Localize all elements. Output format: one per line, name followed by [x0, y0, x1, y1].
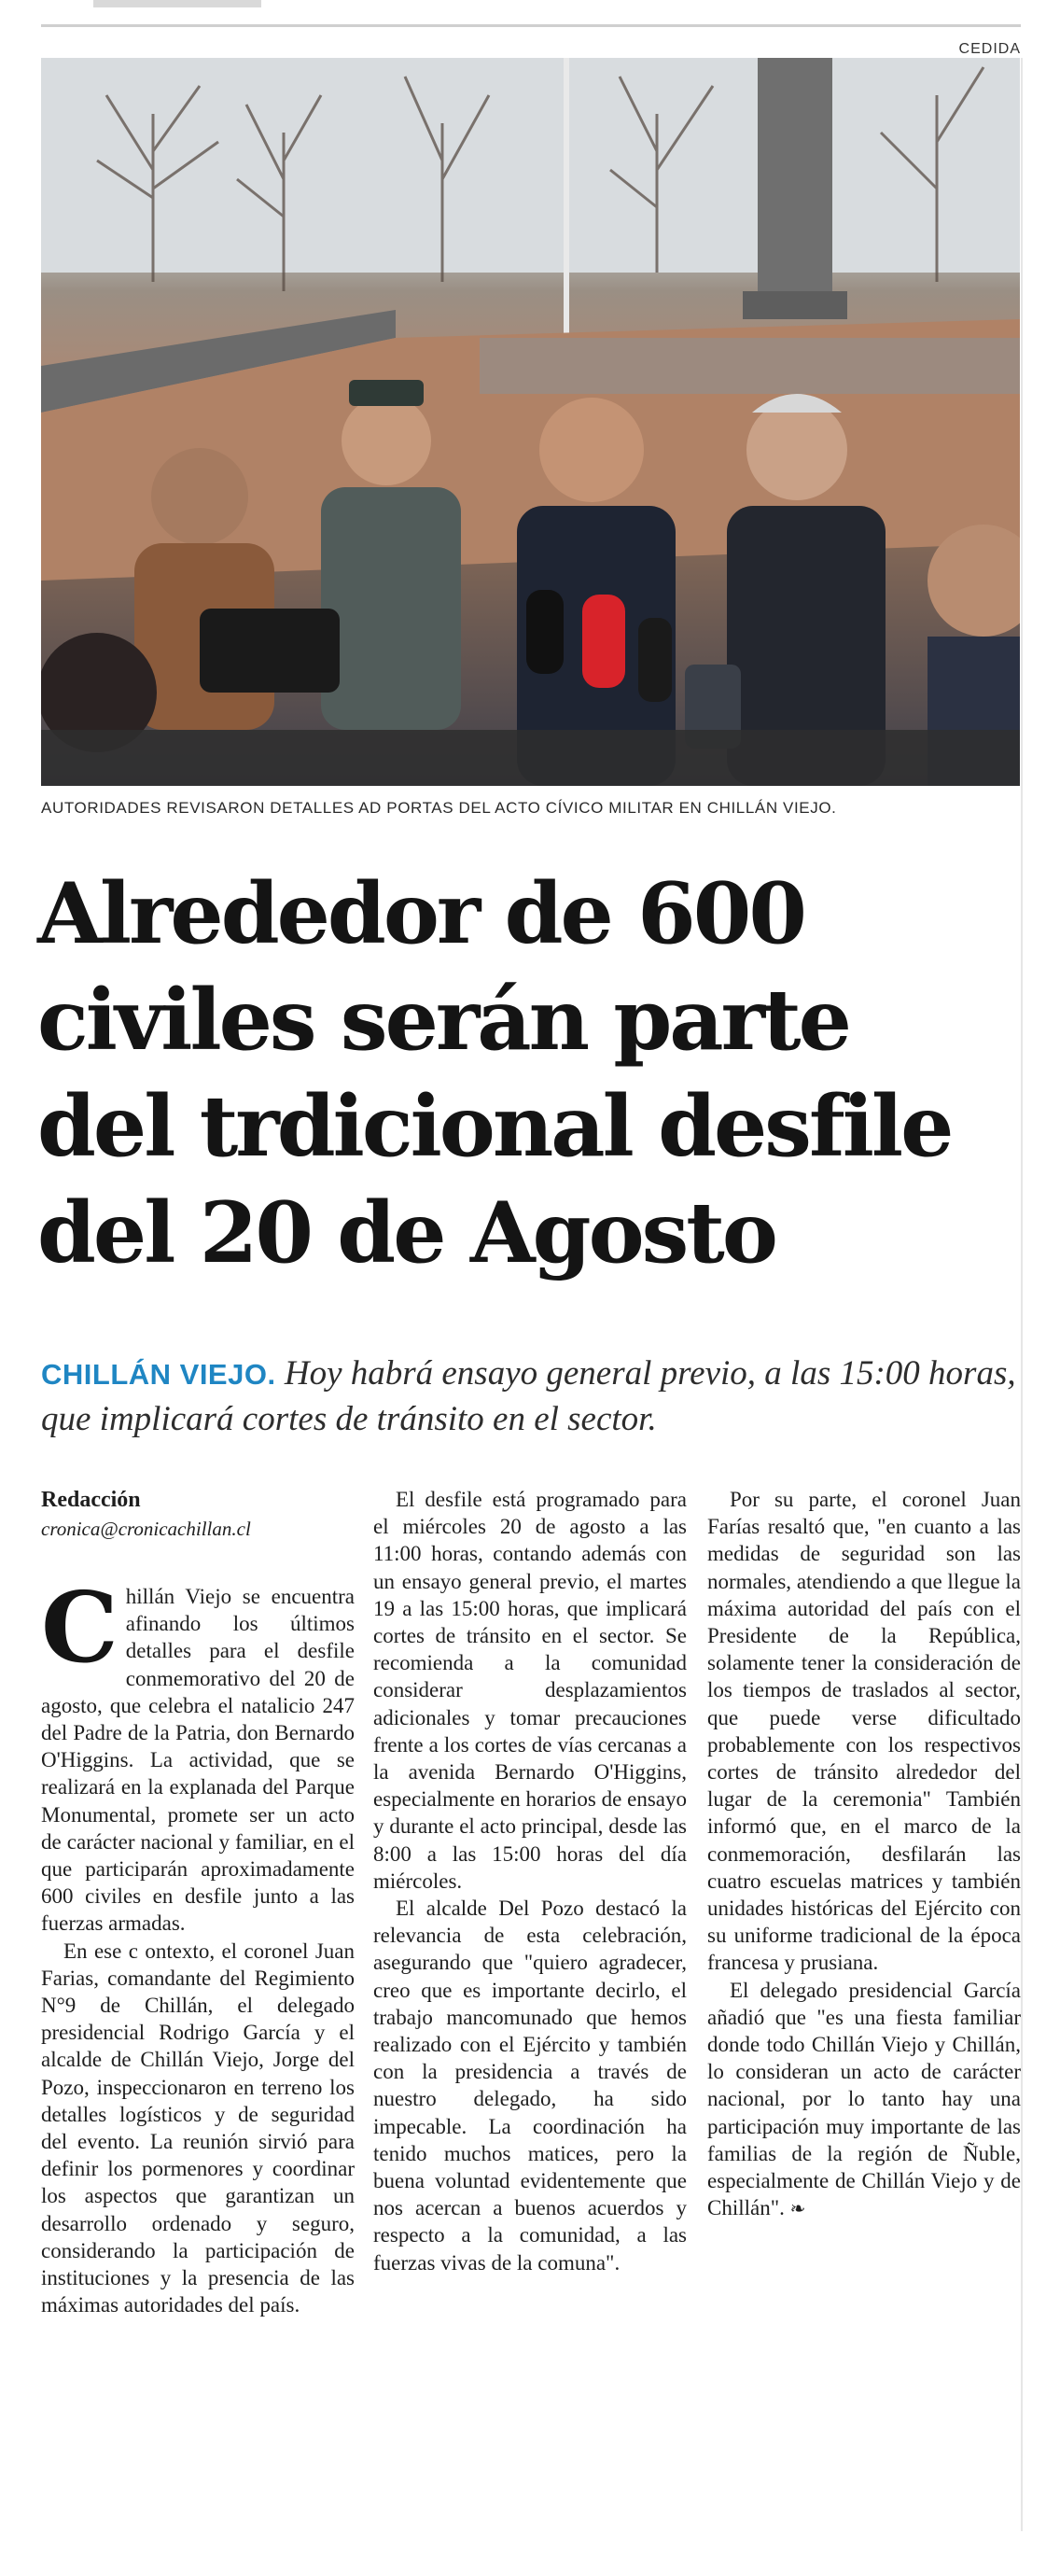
headline-line-3: del trdicional desfile — [37, 1077, 952, 1176]
article-paragraph-1 — [41, 1570, 355, 1938]
news-photo — [41, 58, 1020, 786]
article-paragraph-2: En ese c ontexto, el coronel Juan Farias, comandante del Regimiento N°9 de Chillán, el delegado presidencial Rodrigo García y el alcalde de Chillán Viejo, Jorge del Pozo, inspeccionaron en terreno los detalles logísticos y de seguridad del evento. La reunión sirvió para definir los pormenores y coordinar los aspectos que garantizan un desarrollo ordenado y seguro, considerando la participación de instituciones y la presencia de las máximas autoridades del país. — [41, 1939, 355, 2317]
byline-author: Redacción — [41, 1488, 141, 1512]
subheadline — [41, 1351, 1021, 1442]
location-kicker: CHILLÁN VIEJO. — [41, 1358, 276, 1391]
photo-caption: AUTORIDADES REVISARON DETALLES AD PORTAS DEL ACTO CÍVICO MILITAR EN CHILLÁN VIEJO. — [41, 799, 837, 817]
drop-cap: C — [41, 1570, 119, 1685]
article-column-3 — [707, 1486, 1021, 2223]
article-column-1 — [41, 1486, 355, 2318]
byline-email[interactable]: cronica@cronicachillan.cl — [41, 1518, 251, 1540]
header-remnant — [93, 0, 261, 7]
headline-line-4: del 20 de Agosto — [37, 1183, 775, 1282]
paragraph-6-text: El delegado presidencial García añadió que "es una fiesta familiar donde todo Chillán Viejo y Chillán, lo consideran un acto de carácter nacional, por lo tanto hay una participación muy importante de las familias de la región de Ñuble, especialmente de Chillán Viejo y de Chillán". — [707, 1978, 1021, 2220]
article-paragraph-6 — [707, 1977, 1021, 2224]
headline — [37, 861, 1026, 1286]
end-mark-icon: ❧ — [789, 2199, 806, 2220]
headline-line-2: civiles serán parte — [37, 971, 849, 1070]
subheadline-text: Hoy habrá ensayo general previo, a las 15:00 horas, que implicará cortes de tránsito en el sector. — [41, 1354, 1016, 1438]
article-column-2 — [373, 1486, 687, 2276]
headline-line-1: Alrededor de 600 — [37, 864, 804, 963]
column-rule — [1021, 58, 1023, 2531]
top-divider — [41, 24, 1021, 27]
article-paragraph-4: El alcalde Del Pozo destacó la relevancia de esta celebración, asegurando que "quiero agradecer, creo que es importante decirlo, el trabajo mancomunado que hemos realizado con el Ejército y también con la presidencia a través de nuestro delegado, ha sido impecable. La coordinación ha tenido muchos matices, pero la buena voluntad evidentemente que nos acercan a buenos acuerdos y respecto a la comunidad, a las fuerzas vivas de la comuna". — [373, 1897, 687, 2275]
photo-credit: CEDIDA — [958, 41, 1021, 57]
article-paragraph-3: El desfile está programado para el miércoles 20 de agosto a las 11:00 horas, contando además con un ensayo general previo, el martes 19 a las 15:00 horas, que implicará cortes de tránsito en el sector. Se recomienda a la comunidad considerar desplazamientos adicionales y tomar precauciones frente a los cortes de vías cercanas a la avenida Bernardo O'Higgins, especialmente en horarios de ensayo y durante el acto principal, desde las 8:00 a las 15:00 horas del día miércoles. — [373, 1488, 687, 1893]
paragraph-1-text: hillán Viejo se encuentra afinando los últimos detalles para el desfile conmemorativo del 20 de agosto, que celebra el natalicio 247 del Padre de la Patria, don Bernardo O'Higgins. La actividad, que se realizará en la explanada del Parque Monumental, promete ser un acto de carácter nacional y familiar, en el que participarán aproximadamente 600 civiles en desfile junto a las fuerzas armadas. — [41, 1585, 355, 1936]
article-paragraph-5: Por su parte, el coronel Juan Farías resaltó que, "en cuanto a las medidas de seguridad son las normales, atendiendo a que llegue la máxima autoridad del país con el Presidente de la República, solamente tener la consideración de los tiempos de traslados al sector, que puede verse dificultado probablemente con los respectivos cortes de tránsito alrededor del lugar de la ceremonia" También informó que, en el marco de la conmemoración, desfilarán las cuatro escuelas matrices y también unidades históricas del Ejército con su uniforme tradicional de la época francesa y prusiana. — [707, 1488, 1021, 1975]
